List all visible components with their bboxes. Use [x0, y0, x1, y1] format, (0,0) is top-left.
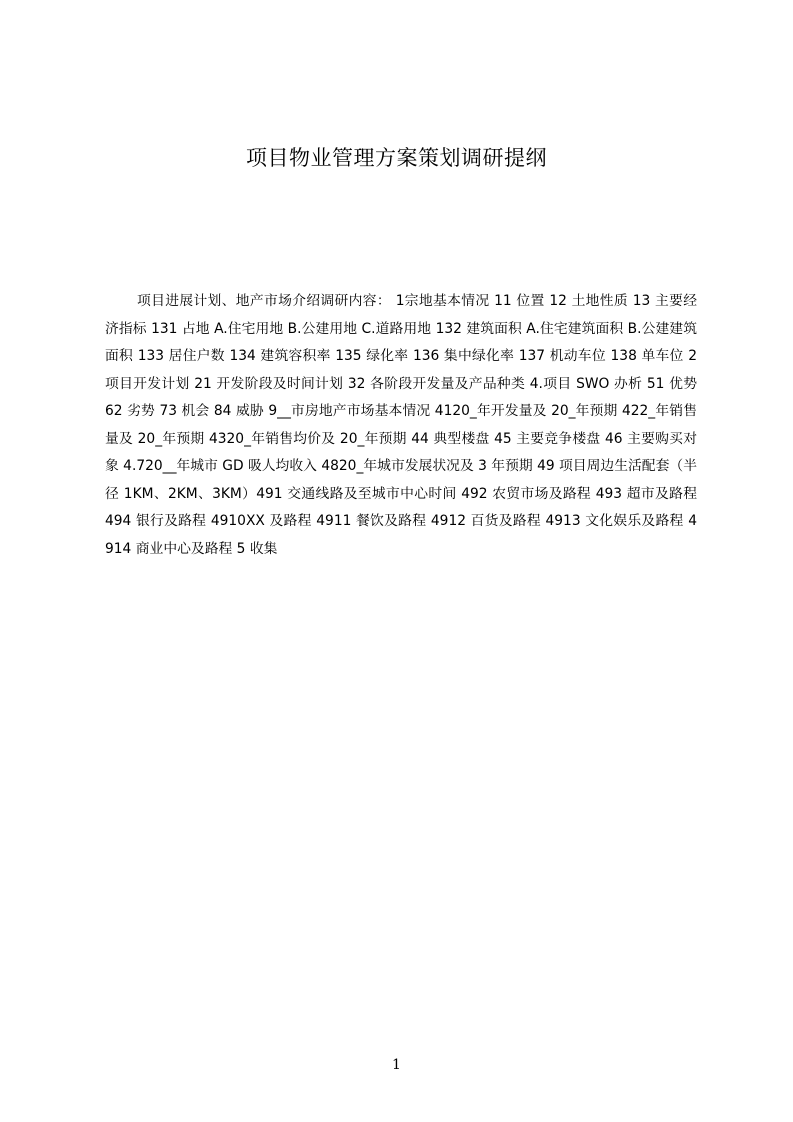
document-title: 项目物业管理方案策划调研提纲 [246, 146, 547, 170]
document-body-paragraph: 项目进展计划、地产市场介绍调研内容： 1宗地基本情况 11 位置 12 土地性质 13 主要经济指标 131 占地 A.住宅用地 B.公建用地 C.道路用地 132 建筑面积 A.住宅建筑面积 B.公建建筑面积 133 居住户数 134 建筑容积率 135 绿化率 136 集中绿化率 137 机动车位 138 单车位 2 项目开发计划 21 开发阶段及时间计划 32 各阶段开发量及产品种类 4.项目 SWO 办析 51 优势 62 劣势 73 机会 84 威胁 9__市房地产市场基本情况 4120_年开发量及 20_年预期 422_年销售量及 20_年预期 4320_年销售均价及 20_年预期 44 典型楼盘 45 主要竞争楼盘 46 主要购买对象 4.720__年城市 GD 吸人均收入 4820_年城市发展状况及 3 年预期 49 项目周边生活配套（半径 1KM、2KM、3KM）491 交通线路及至城市中心时间 492 农贸市场及路程 493 超市及路程 494 银行及路程 4910XX 及路程 4911 餐饮及路程 4912 百货及路程 4913 文化娱乐及路程 4914 商业中心及路程 5 收集 [105, 293, 697, 557]
page-number: 1 [392, 1057, 401, 1073]
